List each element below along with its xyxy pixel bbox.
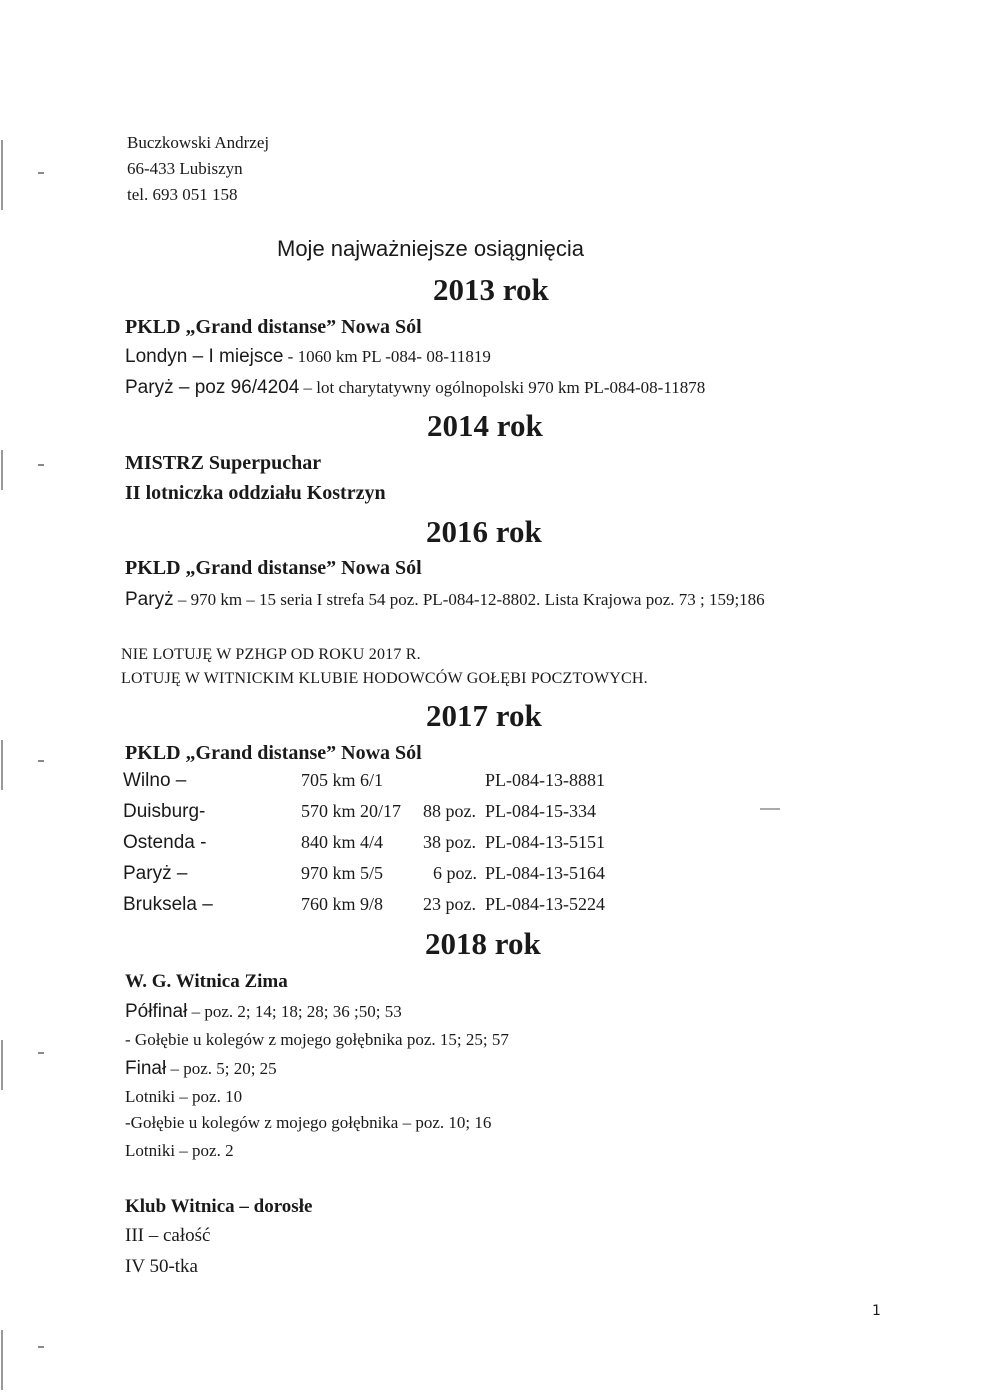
table-cell-position: 6 poz. [433,863,477,883]
table-cell-city: Duisburg- [123,801,206,822]
scan-margin-mark [1,450,3,490]
result-line: -Gołębie u kolegów z mojego gołębnika – poz. 10; 16 [125,1113,492,1132]
table-cell-distance: 760 km 9/8 [301,894,384,914]
result-line-lead: Półfinał [125,1001,188,1022]
notice-line: NIE LOTUJĘ W PZHGP OD ROKU 2017 R. [121,646,421,663]
section-heading: MISTRZ Superpuchar [125,452,322,474]
year-heading-2013: 2013 rok [433,272,549,307]
author-address: 66-433 Lubiszyn [127,159,243,178]
scan-margin-mark [1,1330,3,1390]
section-heading: W. G. Witnica Zima [125,971,288,992]
author-phone: tel. 693 051 158 [127,185,238,204]
notice-line: LOTUJĘ W WITNICKIM KLUBIE HODOWCÓW GOŁĘBI POCZTOWYCH. [121,670,648,687]
author-name: Buczkowski Andrzej [127,133,270,152]
table-cell-city: Ostenda - [123,832,207,853]
result-line-lead: Finał [125,1058,167,1079]
table-cell-position: 38 poz. [423,832,476,852]
result-line: - Gołębie u kolegów z mojego gołębnika poz. 15; 25; 57 [125,1030,509,1049]
scan-dot [38,760,44,762]
scan-dot [38,1346,44,1348]
result-line-detail: – 970 km – 15 seria I strefa 54 poz. PL-084-12-8802. Lista Krajowa poz. 73 ; 159;186 [173,590,765,609]
result-line: III – całość [125,1225,211,1246]
table-cell-ring: PL-084-13-5164 [485,863,605,883]
section-heading: PKLD „Grand distanse” Nowa Sól [125,316,422,338]
section-heading: II lotniczka oddziału Kostrzyn [125,482,386,504]
year-heading-2017: 2017 rok [426,698,542,733]
table-cell-ring: PL-084-13-5224 [485,894,605,914]
table-cell-distance: 840 km 4/4 [301,832,384,852]
table-cell-ring: PL-084-13-5151 [485,832,605,852]
scan-margin-mark [1,740,3,790]
result-line-detail: - 1060 km PL -084- 08-11819 [283,347,491,366]
result-line [125,589,765,611]
section-heading: PKLD „Grand distanse” Nowa Sól [125,742,422,764]
year-heading-2018: 2018 rok [425,926,541,961]
result-line: Lotniki – poz. 10 [125,1087,243,1106]
table-cell-city: Bruksela – [123,894,213,915]
table-cell-ring: PL-084-15-334 [485,801,596,821]
result-line-detail: – poz. 5; 20; 25 [166,1059,277,1078]
result-line-detail: – poz. 2; 14; 18; 28; 36 ;50; 53 [187,1002,402,1021]
year-heading-2016: 2016 rok [426,514,542,549]
page-number: 1 [872,1303,881,1319]
section-heading: PKLD „Grand distanse” Nowa Sól [125,557,422,579]
year-heading-2014: 2014 rok [427,408,543,443]
table-cell-distance: 570 km 20/17 [301,801,402,821]
scan-dot [38,1052,44,1054]
table-cell-position: 23 poz. [423,894,476,914]
scan-margin-mark [1,140,3,210]
scan-dash [760,808,780,810]
table-cell-city: Wilno – [123,770,187,791]
result-line-lead: Paryż – poz 96/4204 [125,377,300,398]
table-cell-distance: 970 km 5/5 [301,863,384,883]
section-heading: Klub Witnica – dorosłe [125,1196,313,1217]
scan-dot [38,464,44,466]
result-line [125,377,705,399]
result-line: IV 50-tka [125,1256,198,1277]
result-line [125,1001,402,1023]
table-cell-position: 88 poz. [423,801,476,821]
result-line-lead: Londyn – I miejsce [125,346,284,367]
result-line [125,346,491,368]
document-title: Moje najważniejsze osiągnięcia [277,236,584,261]
table-cell-ring: PL-084-13-8881 [485,770,605,790]
scan-margin-mark [1,1040,3,1090]
scan-dot [38,172,44,174]
result-line-detail: – lot charytatywny ogólnopolski 970 km PL-084-08-11878 [299,378,706,397]
table-cell-distance: 705 km 6/1 [301,770,384,790]
result-line [125,1058,277,1080]
table-cell-city: Paryż – [123,863,188,884]
result-line-lead: Paryż [125,589,174,610]
result-line: Lotniki – poz. 2 [125,1141,234,1160]
